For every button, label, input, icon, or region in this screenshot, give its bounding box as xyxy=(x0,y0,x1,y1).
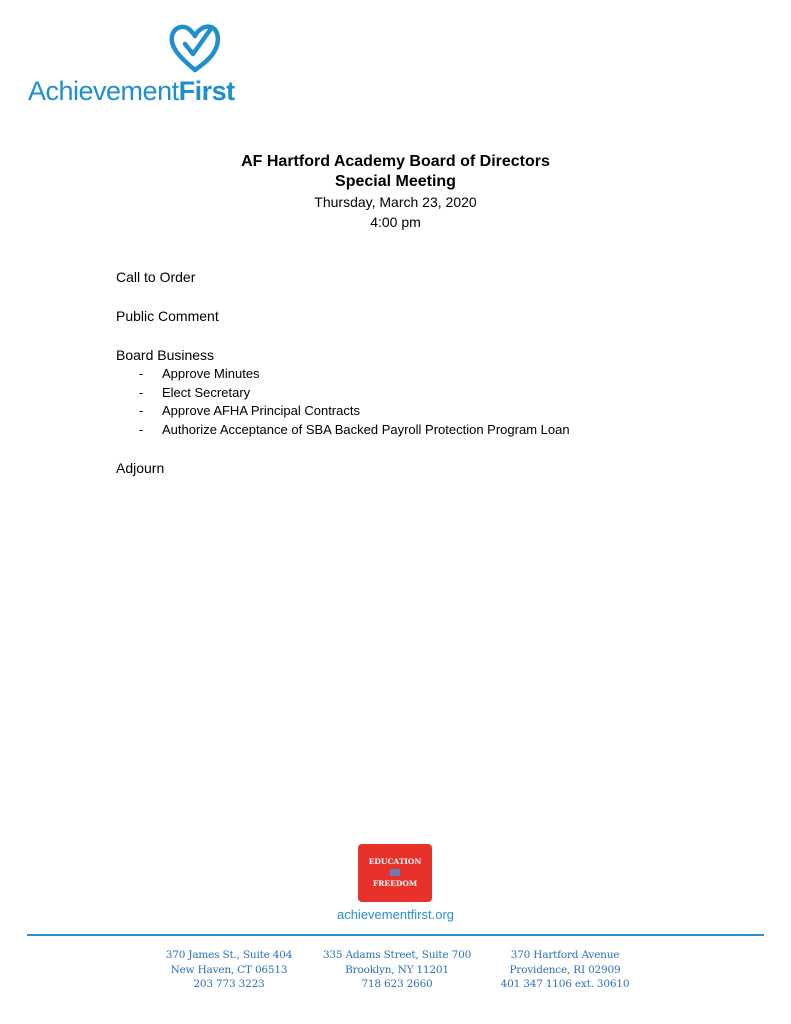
meeting-date: Thursday, March 23, 2020 xyxy=(314,194,477,210)
list-dash: - xyxy=(139,384,144,400)
list-dash: - xyxy=(139,403,144,418)
address-new-haven: 370 James St., Suite 404 New Haven, CT 06513 203 773 3223 xyxy=(165,949,293,990)
education-freedom-badge xyxy=(358,844,432,902)
address-providence: 370 Hartford Avenue Providence, RI 02909 401 347 1106 ext. 30610 xyxy=(500,949,630,990)
footer-divider xyxy=(27,934,764,936)
flag-icon xyxy=(390,869,400,876)
badge-line-1: EDUCATION xyxy=(368,857,422,866)
list-item: - Approve AFHA Principal Contracts xyxy=(116,402,570,421)
list-item: - Elect Secretary xyxy=(116,384,570,403)
meeting-type: Special Meeting xyxy=(335,173,456,190)
board-business-items xyxy=(116,365,570,439)
list-item: - Approve Minutes xyxy=(116,365,570,384)
list-dash: - xyxy=(139,421,144,437)
agenda-board-business: Board Business xyxy=(116,347,215,363)
heart-checkmark-icon xyxy=(168,22,222,74)
website-link[interactable]: achievementfirst.org xyxy=(336,907,455,922)
list-dash: - xyxy=(139,366,144,381)
document-header xyxy=(0,152,791,232)
document-title: AF Hartford Academy Board of Directors xyxy=(241,153,550,170)
logo-wordmark: AchievementFirst xyxy=(28,76,235,106)
agenda xyxy=(116,268,570,498)
meeting-time: 4:00 pm xyxy=(370,214,421,230)
agenda-call-to-order: Call to Order xyxy=(116,269,196,285)
address-brooklyn: 335 Adams Street, Suite 700 Brooklyn, NY 11201 718 623 2660 xyxy=(322,949,472,990)
badge-line-2: FREEDOM xyxy=(372,879,418,888)
agenda-adjourn: Adjourn xyxy=(116,460,165,476)
list-item: - Authorize Acceptance of SBA Backed Payroll Protection Program Loan xyxy=(116,421,570,440)
achievement-first-logo xyxy=(28,22,248,112)
agenda-public-comment: Public Comment xyxy=(116,308,219,324)
